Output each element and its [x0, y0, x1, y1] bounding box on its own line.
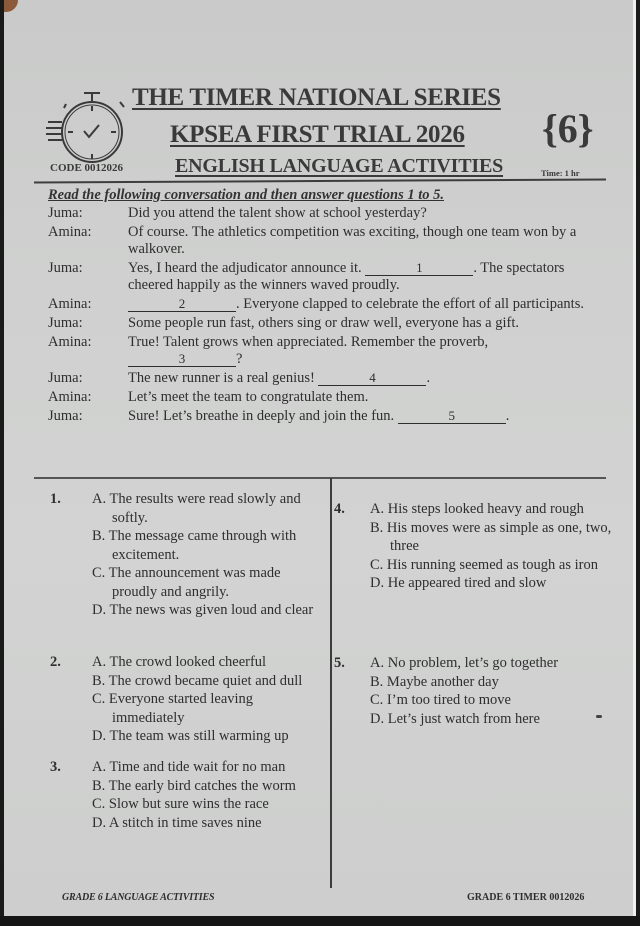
blank-number: 1: [416, 260, 423, 275]
stopwatch-icon: [44, 86, 136, 168]
option-b[interactable]: B. The early bird catches the worm: [92, 777, 296, 794]
speaker: Amina:: [48, 334, 92, 350]
speech: [128, 370, 588, 387]
blank-number: 2: [178, 296, 186, 311]
section-divider: [34, 477, 606, 479]
blank-2[interactable]: [128, 297, 236, 312]
footer-right: GRADE 6 TIMER 0012026: [467, 892, 585, 903]
speech-text: .: [505, 408, 510, 424]
option-c[interactable]: C. Slow but sure wins the race: [92, 796, 269, 812]
blank-4[interactable]: [318, 371, 426, 386]
speech-text: .: [426, 370, 431, 386]
option-d[interactable]: D. A stitch in time saves nine: [92, 814, 262, 831]
option-c[interactable]: C. I’m too tired to move: [370, 692, 511, 708]
page-corner-shadow: [4, 0, 18, 12]
speaker: Juma:: [48, 205, 83, 221]
option-c[interactable]: C. The announcement was made proudly and angrily.: [92, 565, 281, 600]
speaker: Juma:: [48, 408, 83, 424]
speaker: Juma:: [48, 370, 83, 386]
ink-smudge: [596, 715, 602, 718]
blank-3[interactable]: [128, 352, 236, 367]
speech-text: ?: [236, 351, 243, 367]
subject-title: ENGLISH LANGUAGE ACTIVITIES: [175, 155, 504, 177]
conversation-line: [48, 205, 588, 222]
header-divider: [34, 179, 606, 184]
speaker: Juma:: [48, 260, 83, 276]
question-4: [334, 500, 614, 593]
question-number: 4.: [334, 501, 345, 517]
option-d[interactable]: D. Let’s just watch from here: [370, 710, 540, 727]
speech: Some people run fast, others sing or draw well, everyone has a gift.: [128, 315, 519, 331]
option-d[interactable]: D. The team was still warming up: [92, 728, 289, 744]
footer-left: GRADE 6 LANGUAGE ACTIVITIES: [62, 892, 215, 903]
question-3: [50, 758, 325, 832]
speech: [128, 296, 588, 313]
option-b[interactable]: B. The crowd became quiet and dull: [92, 672, 303, 689]
speech-text: The new runner is a real genius!: [128, 370, 319, 386]
conversation-line: [48, 370, 588, 387]
conversation-line: [48, 408, 588, 425]
option-c[interactable]: C. Everyone started leaving immediately: [92, 691, 254, 726]
speech-text: True! Talent grows when appreciated. Remember the proverb,: [128, 334, 489, 350]
blank-number: 4: [369, 370, 376, 385]
conversation-line: [48, 224, 588, 258]
blank-number: 3: [178, 351, 186, 366]
page-edge: [633, 0, 636, 916]
question-number: 1.: [50, 491, 61, 507]
speech: Let’s meet the team to congratulate them.: [128, 389, 369, 405]
blank-number: 5: [448, 408, 456, 423]
question-5: [334, 654, 614, 728]
question-number: 2.: [50, 654, 61, 670]
conversation-line: [48, 334, 588, 368]
speaker: Amina:: [48, 296, 92, 312]
question-number: 3.: [50, 759, 61, 775]
series-title: THE TIMER NATIONAL SERIES: [132, 84, 501, 111]
speech: [128, 334, 588, 368]
blank-5[interactable]: [398, 409, 506, 424]
column-divider: [330, 478, 332, 888]
question-1: [50, 490, 325, 620]
conversation: [48, 205, 588, 427]
conversation-line: [48, 389, 588, 406]
speech-text: Yes, I heard the adjudicator announce it.: [128, 260, 366, 276]
speech: Did you attend the talent show at school yesterday?: [128, 205, 427, 221]
option-b[interactable]: B. His moves were as simple as one, two, three: [370, 519, 612, 554]
exam-page: [4, 0, 636, 916]
speech-text: . The spectators cheered happily as the winners waved proudly.: [128, 260, 565, 293]
speaker: Amina:: [48, 389, 92, 405]
speech: [128, 408, 588, 425]
conversation-line: [48, 296, 588, 313]
speaker: Juma:: [48, 315, 83, 331]
option-d[interactable]: D. The news was given loud and clear: [92, 602, 314, 618]
speaker: Amina:: [48, 224, 92, 240]
speech: Of course. The athletics competition was exciting, though one team won by a walkover.: [128, 224, 577, 257]
option-a[interactable]: A. No problem, let’s go together: [370, 655, 559, 671]
instruction: Read the following conversation and then answer questions 1 to 5.: [48, 187, 444, 203]
blank-1[interactable]: [365, 261, 473, 276]
option-b[interactable]: B. The message came through with excitement.: [92, 528, 297, 563]
time-allowed: Time: 1 hr: [541, 168, 580, 178]
option-a[interactable]: A. His steps looked heavy and rough: [370, 501, 584, 517]
question-number: 5.: [334, 655, 345, 671]
background-bottom: [0, 916, 640, 926]
conversation-line: [48, 315, 588, 332]
conversation-line: [48, 260, 588, 294]
option-d[interactable]: D. He appeared tired and slow: [370, 575, 547, 591]
option-a[interactable]: A. The crowd looked cheerful: [92, 654, 267, 670]
option-b[interactable]: B. Maybe another day: [370, 673, 499, 690]
option-a[interactable]: A. Time and tide wait for no man: [92, 759, 286, 775]
paper-code: CODE 0012026: [50, 162, 124, 174]
exam-title: KPSEA FIRST TRIAL 2026: [170, 121, 465, 148]
grade-mark: {6}: [542, 106, 594, 151]
speech-text: . Everyone clapped to celebrate the effort of all participants.: [236, 296, 584, 312]
question-2: [50, 653, 325, 746]
option-a[interactable]: A. The results were read slowly and softly.: [92, 491, 301, 526]
speech-text: Sure! Let’s breathe in deeply and join the fun.: [128, 408, 398, 424]
speech: [128, 260, 588, 294]
option-c[interactable]: C. His running seemed as tough as iron: [370, 556, 598, 573]
